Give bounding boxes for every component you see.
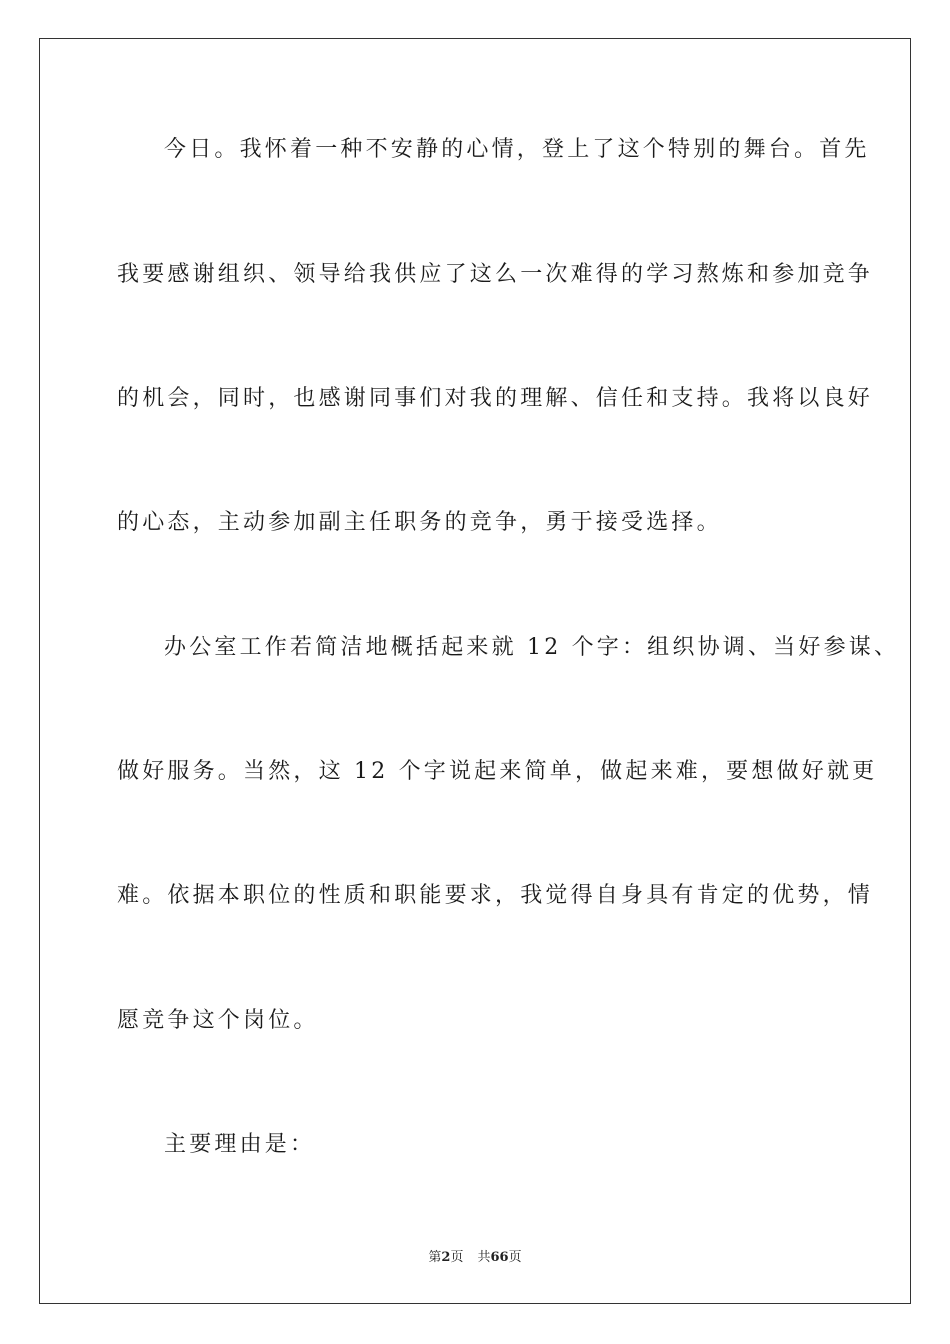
total-suffix: 页 (508, 1250, 522, 1265)
paragraph-1-line-2: 我要感谢组织、领导给我供应了这么一次难得的学习熬炼和参加竞争 (117, 262, 874, 287)
page-border (39, 38, 911, 1304)
paragraph-2-line-4: 愿竞争这个岗位。 (117, 1008, 319, 1033)
paragraph-1-line-4: 的心态，主动参加副主任职务的竞争，勇于接受选择。 (117, 510, 722, 535)
paragraph-1-line-3: 的机会，同时，也感谢同事们对我的理解、信任和支持。我将以良好 (117, 386, 874, 411)
page-number: 2 (441, 1250, 451, 1265)
total-prefix: 共 (477, 1250, 491, 1265)
page-prefix: 第 (428, 1250, 442, 1265)
paragraph-2-line-2: 做好服务。当然，这 12 个字说起来简单，做起来难，要想做好就更 (117, 759, 878, 784)
paragraph-2-line-1: 办公室工作若简洁地概括起来就 12 个字：组织协调、当好参谋、 (164, 635, 900, 660)
paragraph-1-line-1: 今日。我怀着一种不安静的心情，登上了这个特别的舞台。首先 (164, 137, 870, 162)
total-pages: 66 (490, 1250, 509, 1265)
paragraph-2-line-3: 难。依据本职位的性质和职能要求，我觉得自身具有肯定的优势，情 (117, 883, 874, 908)
paragraph-3-line-1: 主要理由是： (164, 1132, 316, 1157)
page-footer (0, 1246, 950, 1265)
page-suffix: 页 (450, 1250, 464, 1265)
